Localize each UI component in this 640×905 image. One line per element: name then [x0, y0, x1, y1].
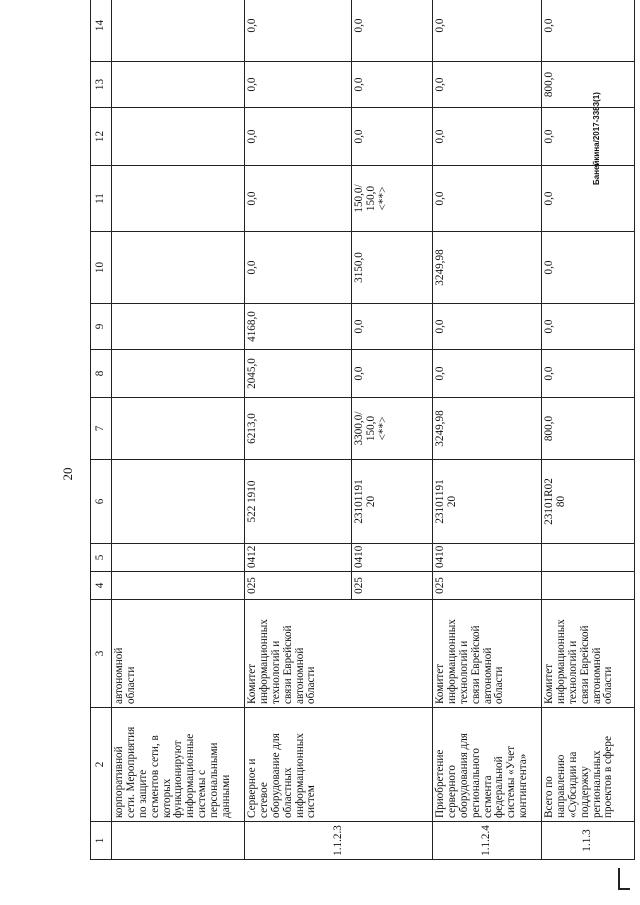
cell-line: 6213,0 — [246, 413, 258, 444]
cell-year-2021 — [112, 0, 245, 62]
cell-year-2015: 0,0 — [352, 350, 433, 398]
cell-line: 0,0 — [434, 191, 446, 206]
cell-csr — [352, 460, 433, 544]
cell-year-2018 — [112, 166, 245, 232]
cell-code — [245, 822, 433, 860]
cell-line: 20 — [445, 495, 458, 508]
cell-line: 80 — [554, 495, 567, 508]
cell-grbs: 025 — [352, 572, 433, 600]
cell-year-2020 — [112, 62, 245, 108]
col-header-5: 5 — [91, 544, 112, 572]
cell-total — [352, 398, 433, 460]
table-row — [433, 0, 542, 860]
cell-line: проектов в сфере — [602, 736, 615, 818]
table-row — [112, 0, 245, 860]
col-header-12: 12 — [91, 108, 112, 166]
cell-line: 800,0 — [543, 415, 555, 442]
cell-year-2020: 0,0 — [352, 62, 433, 108]
cell-line: персональными — [208, 742, 220, 818]
cell-executor — [433, 600, 542, 708]
cell-line: 3249,98 — [434, 410, 446, 447]
cell-total — [542, 398, 635, 460]
col-header-7: 7 — [91, 398, 112, 460]
cell-line: 0,0 — [543, 191, 555, 206]
cell-year-2017 — [112, 232, 245, 304]
cell-line: информационных — [257, 619, 270, 704]
cell-executor — [112, 600, 245, 708]
cell-year-2015: 0,0 — [433, 350, 542, 398]
cell-year-2016: 0,0 — [352, 304, 433, 350]
cell-line: данными — [219, 774, 232, 818]
cell-csr — [542, 460, 635, 544]
cell-code — [112, 822, 245, 860]
cell-line: которых — [160, 778, 173, 818]
cell-line: 23101191 — [434, 479, 446, 524]
cell-line: автономной — [293, 647, 306, 704]
cell-year-2019: 0,0 — [245, 108, 352, 166]
cell-line: связи Еврейской — [469, 625, 482, 704]
cell-year-2017: 3150,0 — [352, 232, 433, 304]
cell-line: области — [124, 666, 137, 704]
cell-line: системы с — [196, 769, 209, 818]
cell-year-2018 — [245, 166, 352, 232]
cell-year-2019: 0,0 — [352, 108, 433, 166]
cell-line: 1.1.2.4 — [480, 825, 493, 856]
cell-year-2018 — [433, 166, 542, 232]
cell-year-2015: 2045,0 — [245, 350, 352, 398]
cell-year-2018 — [352, 166, 433, 232]
cell-year-2021: 0,0 — [245, 0, 352, 62]
col-header-9: 9 — [91, 304, 112, 350]
col-header-1: 1 — [91, 822, 112, 860]
budget-table — [90, 0, 635, 860]
cell-line: Всего по — [543, 776, 555, 818]
cell-rzpr — [542, 544, 635, 572]
cell-line: автономной — [590, 647, 603, 704]
cell-line: Комитет — [434, 663, 446, 704]
cell-line: региональных — [590, 750, 603, 818]
cell-line: «Субсидии на — [566, 751, 579, 818]
cell-year-2016 — [112, 304, 245, 350]
cell-grbs: 025 — [433, 572, 542, 600]
cell-line: <**> — [376, 186, 389, 211]
cell-rzpr: 0410 — [433, 544, 542, 572]
cell-year-2015 — [112, 350, 245, 398]
col-header-13: 13 — [91, 62, 112, 108]
cell-line: сети. Мероприятия — [124, 726, 137, 818]
cell-csr — [112, 460, 245, 544]
cell-line: <**> — [376, 416, 389, 441]
cell-line: Серверное и — [246, 758, 258, 818]
scan-edge-mark-foot — [618, 888, 630, 890]
cell-line: технологий и — [457, 640, 470, 704]
document-code-stamp: Банейкина/2017-3383(1) — [592, 92, 601, 185]
col-header-14: 14 — [91, 0, 112, 62]
budget-table-rotated — [90, 18, 615, 860]
cell-line: области — [493, 666, 506, 704]
cell-code — [542, 822, 635, 860]
col-header-6: 6 — [91, 460, 112, 544]
cell-line: информационные — [184, 733, 197, 818]
cell-line: связи Еврейской — [281, 625, 294, 704]
cell-line: сетевое — [257, 782, 270, 818]
cell-line: 150,0/ — [353, 184, 365, 213]
cell-total — [112, 398, 245, 460]
cell-line: 150,0 — [364, 415, 377, 442]
cell-line: серверного — [445, 765, 458, 818]
col-header-8: 8 — [91, 350, 112, 398]
cell-year-2021: 0,0 — [542, 0, 635, 62]
cell-year-2020: 0,0 — [245, 62, 352, 108]
cell-line: областных — [281, 767, 294, 818]
cell-line: 1.1.2.3 — [331, 825, 344, 856]
cell-line: 20 — [364, 495, 377, 508]
cell-year-2021: 0,0 — [352, 0, 433, 62]
cell-executor — [542, 600, 635, 708]
cell-line: технологий и — [269, 640, 282, 704]
col-header-2: 2 — [91, 708, 112, 822]
cell-line: оборудование для — [269, 733, 282, 818]
cell-description — [542, 708, 635, 822]
cell-line: регионального — [469, 748, 482, 818]
cell-line: области — [305, 666, 318, 704]
header-row — [91, 0, 112, 860]
cell-line: Приобретение — [434, 749, 446, 818]
cell-line: Комитет — [543, 663, 555, 704]
cell-year-2020: 800,0 — [542, 62, 635, 108]
cell-line: технологий и — [566, 640, 579, 704]
cell-line: сегмента — [481, 775, 494, 818]
cell-year-2016: 0,0 — [433, 304, 542, 350]
col-header-11: 11 — [91, 166, 112, 232]
cell-line: 1.1.3 — [581, 829, 594, 852]
cell-line: направлению — [554, 754, 567, 818]
cell-line: 23101R02 — [543, 478, 555, 525]
cell-line: автономной — [481, 647, 494, 704]
cell-line: 0,0 — [246, 191, 258, 206]
cell-total — [433, 398, 542, 460]
cell-grbs: 025 — [245, 572, 352, 600]
cell-line: контингента» — [517, 753, 530, 818]
cell-line: связи Еврейской — [578, 625, 591, 704]
cell-description — [112, 708, 245, 822]
cell-line: функционируют — [172, 740, 185, 818]
cell-description — [245, 708, 433, 822]
cell-year-2021: 0,0 — [433, 0, 542, 62]
cell-year-2019: 0,0 — [542, 108, 635, 166]
table-row — [245, 0, 352, 860]
cell-year-2018 — [542, 166, 635, 232]
cell-csr — [245, 460, 352, 544]
cell-grbs — [112, 572, 245, 600]
cell-line: информационных — [445, 619, 458, 704]
cell-description — [433, 708, 542, 822]
cell-grbs — [542, 572, 635, 600]
page-number: 20 — [60, 467, 75, 481]
cell-line: Комитет — [246, 663, 258, 704]
cell-line: автономной — [113, 647, 125, 704]
col-header-4: 4 — [91, 572, 112, 600]
cell-code — [433, 822, 542, 860]
cell-line: поддержку — [578, 766, 591, 818]
cell-line: информационных — [293, 733, 306, 818]
cell-line: 3300,0/ — [353, 411, 365, 446]
cell-year-2016: 4168,0 — [245, 304, 352, 350]
cell-year-2020: 0,0 — [433, 62, 542, 108]
cell-year-2019 — [112, 108, 245, 166]
cell-line: по защите — [136, 769, 149, 818]
cell-line: 150,0 — [364, 185, 377, 212]
cell-rzpr: 0410 — [352, 544, 433, 572]
cell-total — [245, 398, 352, 460]
cell-year-2015: 0,0 — [542, 350, 635, 398]
col-header-3: 3 — [91, 600, 112, 708]
cell-line: информационных — [554, 619, 567, 704]
cell-year-2019: 0,0 — [433, 108, 542, 166]
cell-year-2016: 0,0 — [542, 304, 635, 350]
cell-line: 522 1910 — [246, 480, 258, 523]
scan-edge-mark — [618, 868, 620, 890]
cell-line: системы «Учет — [505, 745, 518, 818]
col-header-10: 10 — [91, 232, 112, 304]
cell-year-2017: 0,0 — [245, 232, 352, 304]
cell-line: оборудования для — [457, 733, 470, 818]
cell-line: области — [602, 666, 615, 704]
cell-rzpr: 0412 — [245, 544, 352, 572]
cell-rzpr — [112, 544, 245, 572]
cell-line: федеральной — [493, 756, 506, 818]
cell-executor — [245, 600, 433, 708]
cell-line: систем — [305, 785, 318, 818]
cell-year-2017: 3249,98 — [433, 232, 542, 304]
cell-line: сегментов сети, в — [148, 735, 161, 818]
cell-csr — [433, 460, 542, 544]
cell-line: корпоративной — [113, 746, 125, 818]
cell-year-2017: 0,0 — [542, 232, 635, 304]
cell-line: 23101191 — [353, 479, 365, 524]
table-row — [542, 0, 635, 860]
